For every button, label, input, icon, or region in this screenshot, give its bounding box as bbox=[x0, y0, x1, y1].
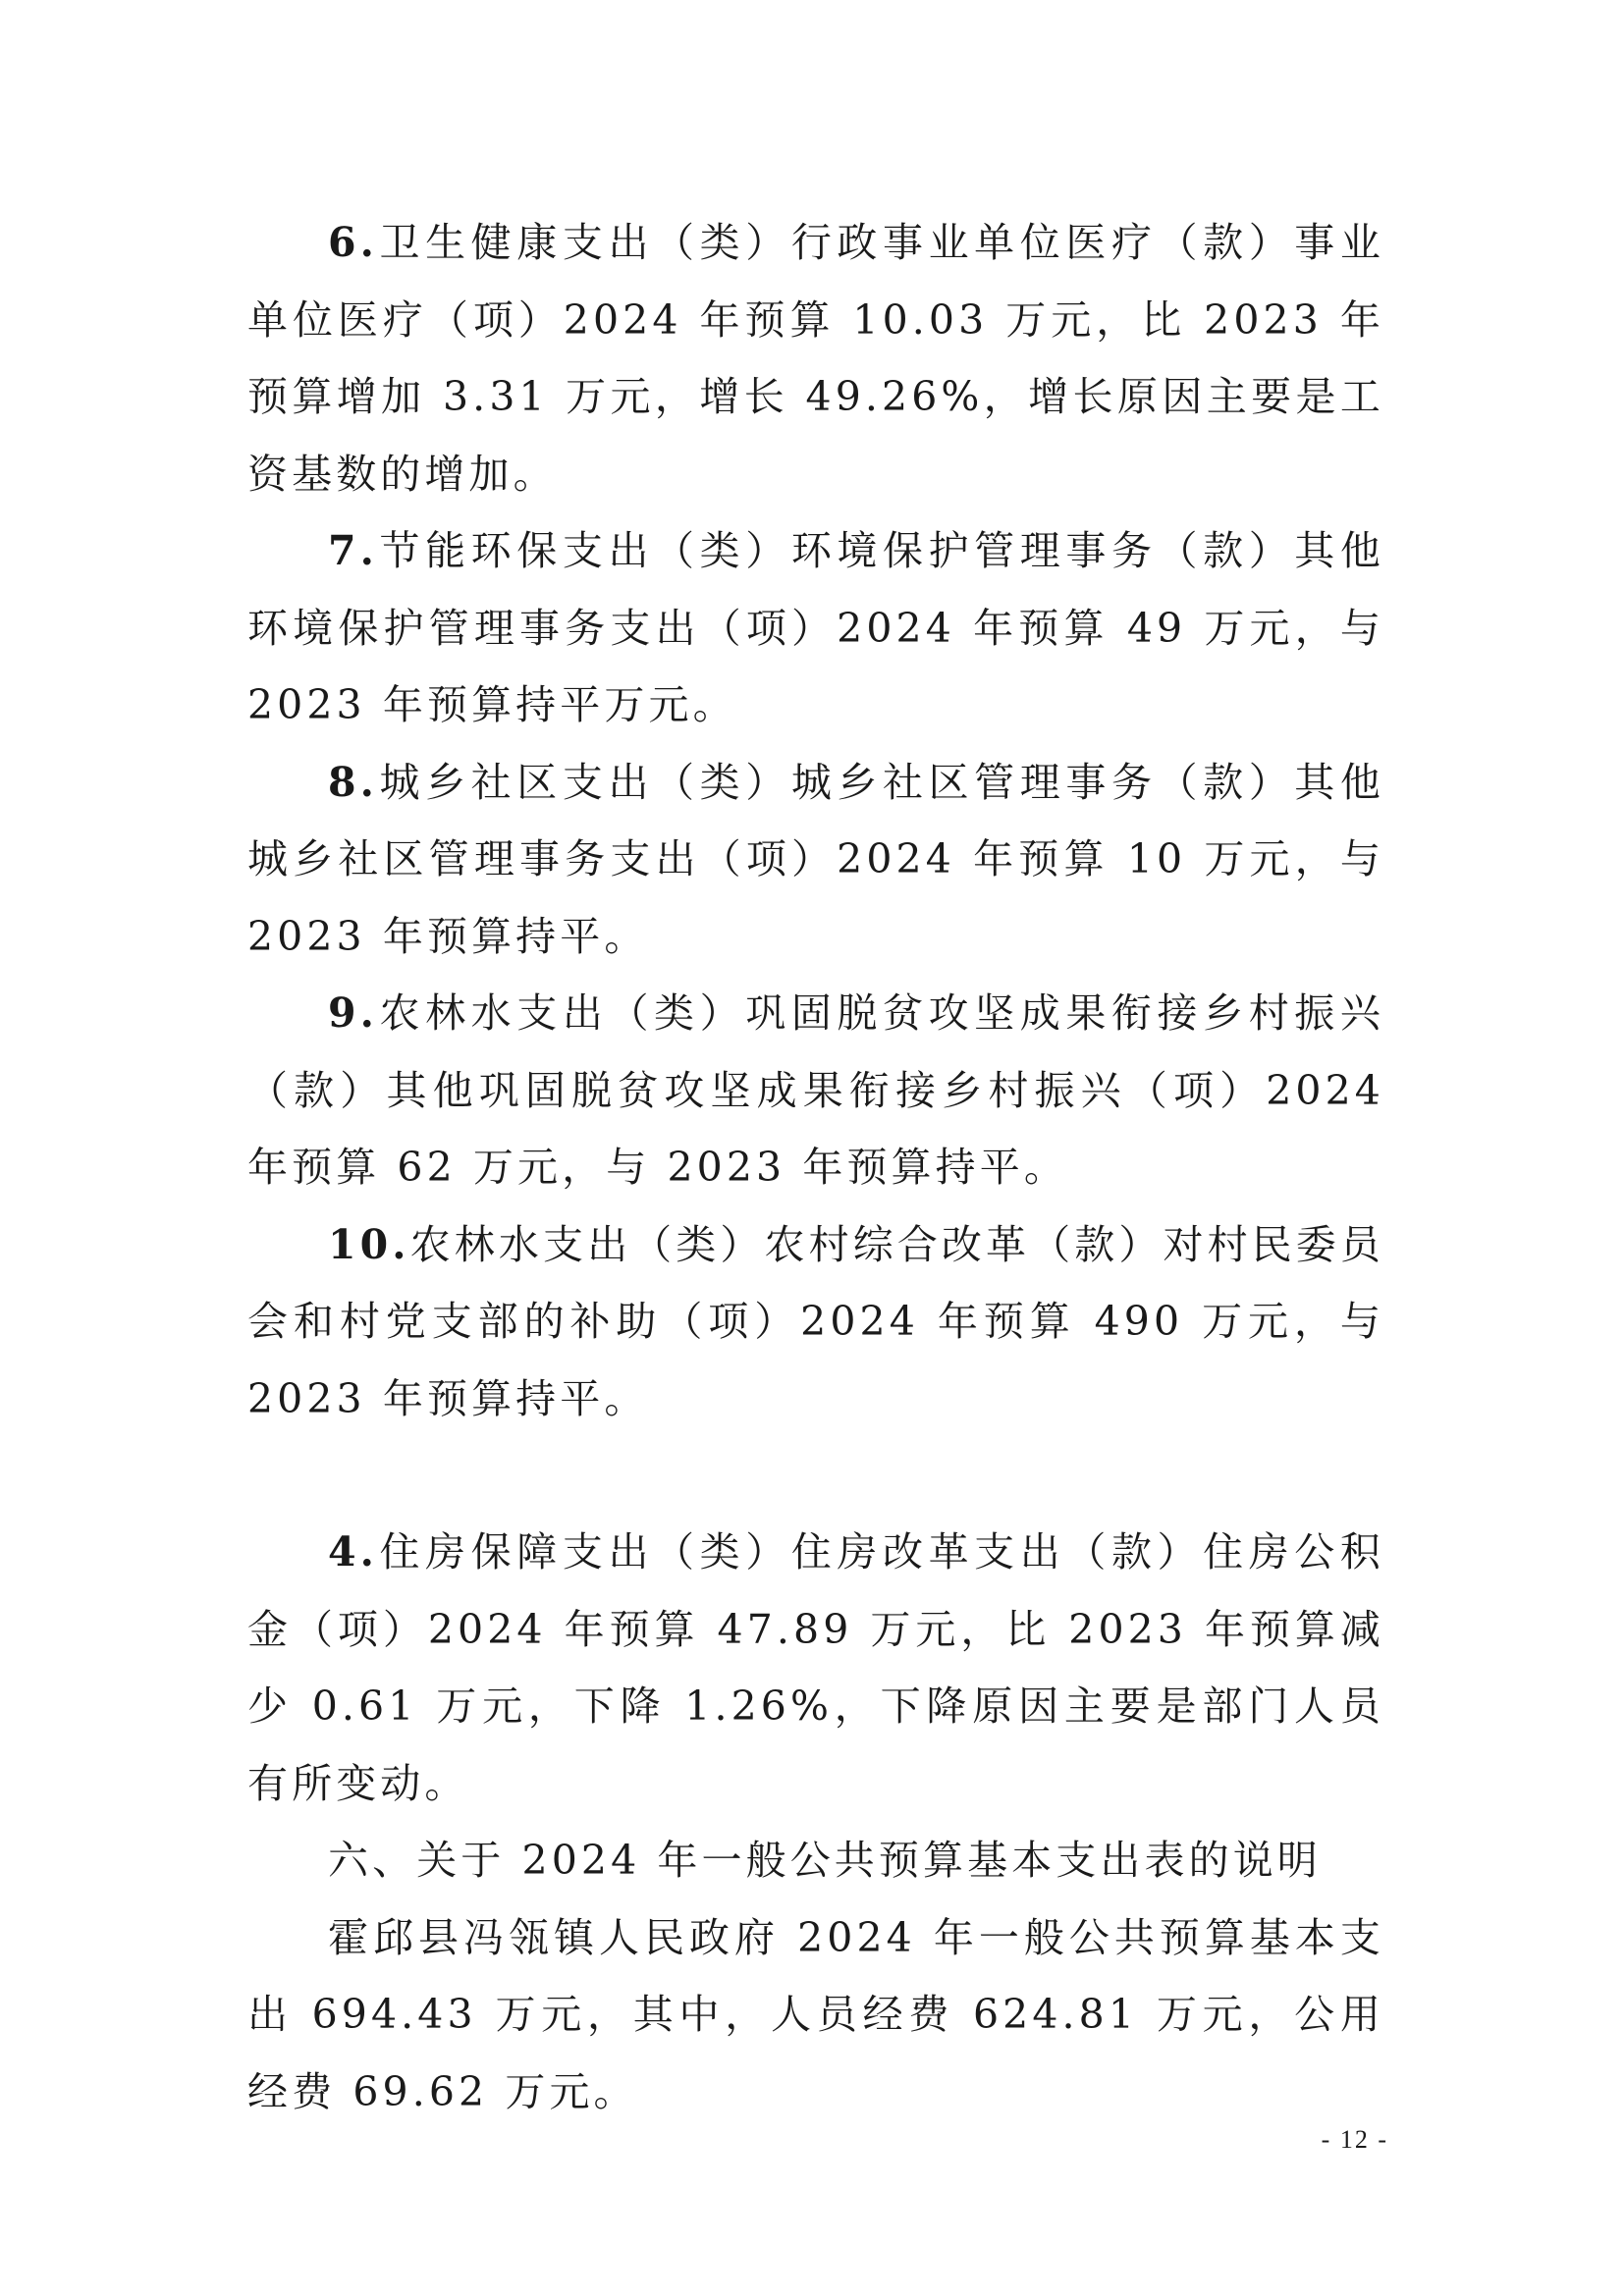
section-heading: 六、关于 2024 年一般公共预算基本支出表的说明 bbox=[328, 1837, 1322, 1884]
paragraph-gap bbox=[247, 1437, 1384, 1514]
paragraph-heading: 卫生健康支出（类）行政事业单位医疗（款）事业单位医疗（项） bbox=[247, 219, 1384, 344]
paragraph-item-9 bbox=[247, 975, 1384, 1206]
paragraph-item-6 bbox=[247, 204, 1384, 512]
paragraph-heading: 节能环保支出（类）环境保护管理事务（款）其他环境保护管理事务支出（项） bbox=[247, 527, 1384, 652]
paragraph-item-4 bbox=[247, 1514, 1384, 1822]
paragraph-number: 9. bbox=[328, 989, 379, 1037]
paragraph-body: 2024 年预算 49 万元，与 2023 年预算持平万元。 bbox=[247, 604, 1384, 728]
page-number: - 12 - bbox=[1321, 2125, 1388, 2154]
paragraph-body: 2024 年预算 62 万元，与 2023 年预算持平。 bbox=[247, 1066, 1384, 1191]
paragraph-item-10 bbox=[247, 1206, 1384, 1438]
section-body: 霍邱县冯瓴镇人民政府 2024 年一般公共预算基本支出 694.43 万元，其中，人员经费 624.81 万元，公用经费 69.62 万元。 bbox=[247, 1913, 1384, 2115]
paragraph-item-8 bbox=[247, 744, 1384, 976]
paragraph-body: 2024 年预算 10 万元，与 2023 年预算持平。 bbox=[247, 835, 1384, 960]
paragraph-item-7 bbox=[247, 512, 1384, 744]
paragraph-heading: 农林水支出（类）巩固脱贫攻坚成果衔接乡村振兴（款）其他巩固脱贫攻坚成果衔接乡村振兴（项） bbox=[247, 989, 1384, 1114]
paragraph-body: 2024 年预算 490 万元，与 2023 年预算持平。 bbox=[247, 1298, 1384, 1422]
paragraph-heading: 城乡社区支出（类）城乡社区管理事务（款）其他城乡社区管理事务支出（项） bbox=[247, 758, 1384, 882]
paragraph-number: 4. bbox=[328, 1528, 379, 1575]
paragraph-body: 2024 年预算 10.03 万元，比 2023 年预算增加 3.31 万元，增长 49.26%，增长原因主要是工资基数的增加。 bbox=[247, 295, 1385, 498]
paragraph-body: 2024 年预算 47.89 万元，比 2023 年预算减少 0.61 万元，下降 1.26%，下降原因主要是部门人员有所变动。 bbox=[247, 1605, 1384, 1807]
paragraph-heading: 住房保障支出（类）住房改革支出（款）住房公积金（项） bbox=[247, 1528, 1384, 1653]
paragraph-number: 6. bbox=[328, 219, 379, 266]
paragraph-number: 7. bbox=[328, 527, 379, 574]
document-page bbox=[247, 204, 1384, 2130]
paragraph-number: 10. bbox=[328, 1220, 410, 1268]
paragraph-number: 8. bbox=[328, 758, 379, 806]
paragraph-heading: 农林水支出（类）农村综合改革（款）对村民委员会和村党支部的补助（项） bbox=[247, 1220, 1384, 1345]
